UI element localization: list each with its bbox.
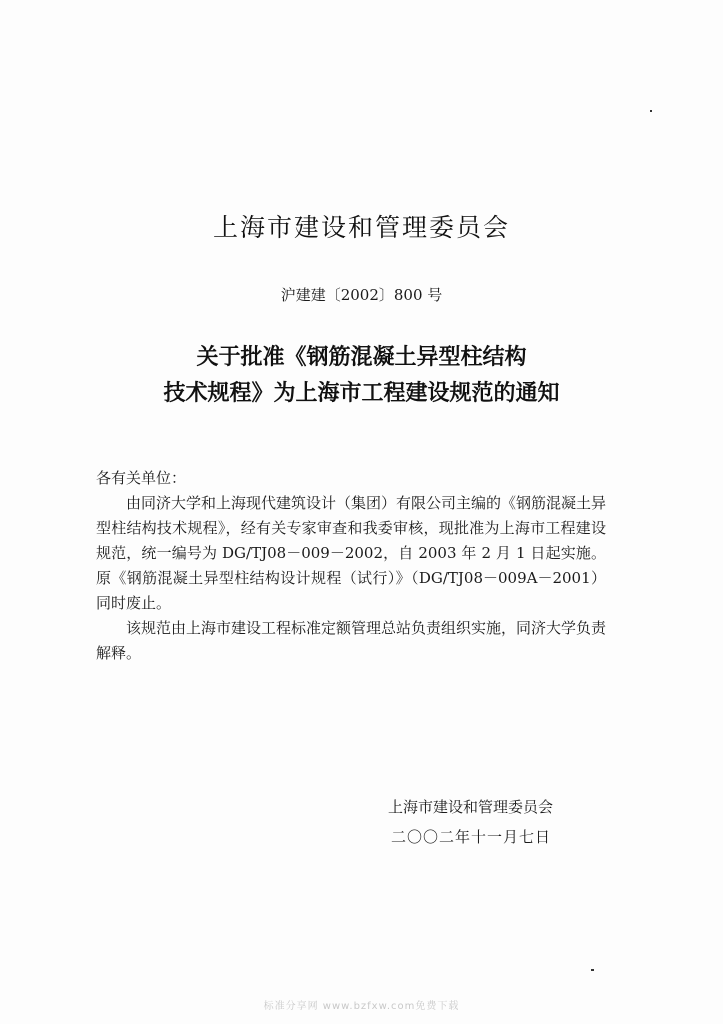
signature-organization: 上海市建设和管理委员会 bbox=[388, 798, 554, 816]
document-number: 沪建建〔2002〕800 号 bbox=[280, 286, 443, 304]
notice-title-line-2: 技术规程》为上海市工程建设规范的通知 bbox=[163, 381, 560, 406]
body-paragraph-2: 该规范由上海市建设工程标准定额管理总站负责组织实施，同济大学负责解释。 bbox=[96, 619, 607, 662]
scan-speck bbox=[650, 110, 652, 112]
scan-speck bbox=[591, 969, 594, 971]
body-paragraph-1: 由同济大学和上海现代建筑设计（集团）有限公司主编的《钢筋混凝土异型柱结构技术规程》，经有关专家审查和我委审核，现批准为上海市工程建设规范，统一编号为 DG/TJ08－009－2002，自 2003 年 2 月 1 日起实施。原《钢筋混凝土异型柱结构设计规程（试行）》（DG/TJ08－009A－2001）同时废止。 bbox=[96, 494, 607, 612]
signature-date: 二〇〇二年十一月七日 bbox=[391, 828, 552, 846]
notice-body bbox=[96, 466, 606, 666]
site-watermark: 标准分享网 www.bzfxw.com免费下载 bbox=[263, 1001, 460, 1012]
signature-block bbox=[388, 792, 553, 852]
notice-title bbox=[0, 340, 723, 412]
issuer-title: 上海市建设和管理委员会 bbox=[212, 213, 510, 242]
notice-title-line-1: 关于批准《钢筋混凝土异型柱结构 bbox=[196, 345, 527, 370]
salutation: 各有关单位： bbox=[96, 469, 187, 487]
